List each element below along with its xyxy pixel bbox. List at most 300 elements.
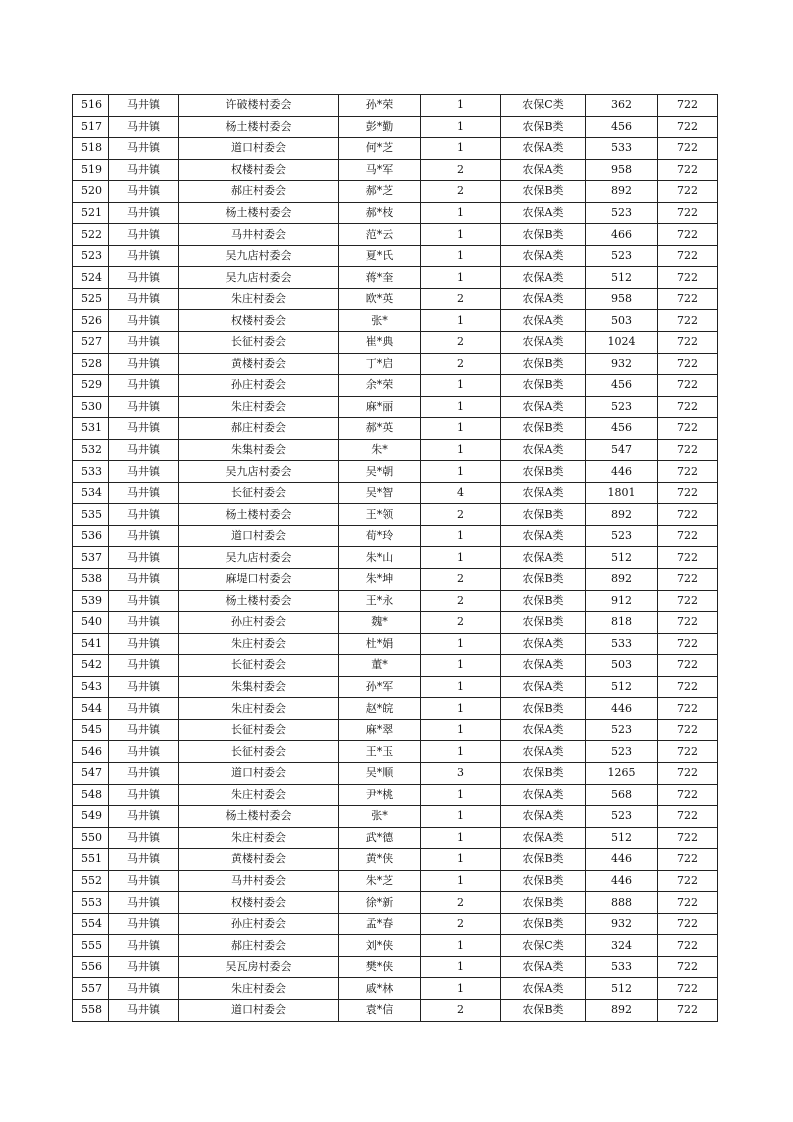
cell-town: 马井镇 (109, 267, 179, 289)
cell-insurance-category: 农保C类 (501, 935, 586, 957)
cell-standard: 722 (658, 698, 718, 720)
cell-row-number: 532 (73, 439, 109, 461)
table-row (73, 224, 718, 246)
cell-name: 崔*典 (339, 332, 421, 354)
table-row (73, 396, 718, 418)
cell-amount: 446 (586, 849, 658, 871)
cell-standard: 722 (658, 784, 718, 806)
cell-row-number: 531 (73, 418, 109, 440)
cell-household-count: 2 (421, 332, 501, 354)
cell-standard: 722 (658, 655, 718, 677)
cell-town: 马井镇 (109, 288, 179, 310)
cell-standard: 722 (658, 504, 718, 526)
cell-town: 马井镇 (109, 116, 179, 138)
cell-standard: 722 (658, 741, 718, 763)
cell-insurance-category: 农保B类 (501, 181, 586, 203)
cell-standard: 722 (658, 116, 718, 138)
cell-town: 马井镇 (109, 913, 179, 935)
cell-name: 马*军 (339, 159, 421, 181)
cell-standard: 722 (658, 633, 718, 655)
cell-amount: 888 (586, 892, 658, 914)
cell-town: 马井镇 (109, 439, 179, 461)
cell-row-number: 556 (73, 956, 109, 978)
cell-town: 马井镇 (109, 633, 179, 655)
cell-village-committee: 孙庄村委会 (179, 612, 339, 634)
cell-amount: 568 (586, 784, 658, 806)
cell-standard: 722 (658, 418, 718, 440)
cell-household-count: 1 (421, 784, 501, 806)
cell-town: 马井镇 (109, 159, 179, 181)
cell-insurance-category: 农保B类 (501, 913, 586, 935)
cell-insurance-category: 农保B类 (501, 504, 586, 526)
table-row (73, 698, 718, 720)
cell-standard: 722 (658, 375, 718, 397)
cell-town: 马井镇 (109, 719, 179, 741)
cell-name: 尹*桃 (339, 784, 421, 806)
cell-insurance-category: 农保B类 (501, 698, 586, 720)
cell-name: 黄*侠 (339, 849, 421, 871)
cell-village-committee: 吴九店村委会 (179, 245, 339, 267)
cell-town: 马井镇 (109, 569, 179, 591)
cell-insurance-category: 农保B类 (501, 116, 586, 138)
cell-town: 马井镇 (109, 762, 179, 784)
cell-row-number: 521 (73, 202, 109, 224)
table-row (73, 719, 718, 741)
cell-standard: 722 (658, 590, 718, 612)
cell-row-number: 539 (73, 590, 109, 612)
cell-standard: 722 (658, 913, 718, 935)
cell-amount: 547 (586, 439, 658, 461)
cell-town: 马井镇 (109, 353, 179, 375)
cell-amount: 362 (586, 95, 658, 117)
table-row (73, 612, 718, 634)
cell-row-number: 550 (73, 827, 109, 849)
cell-town: 马井镇 (109, 245, 179, 267)
cell-name: 朱*芝 (339, 870, 421, 892)
cell-name: 孙*荣 (339, 95, 421, 117)
cell-town: 马井镇 (109, 892, 179, 914)
cell-village-committee: 道口村委会 (179, 138, 339, 160)
cell-standard: 722 (658, 892, 718, 914)
cell-village-committee: 黄楼村委会 (179, 353, 339, 375)
cell-household-count: 1 (421, 396, 501, 418)
cell-row-number: 527 (73, 332, 109, 354)
cell-amount: 523 (586, 719, 658, 741)
cell-insurance-category: 农保A类 (501, 956, 586, 978)
cell-name: 王*永 (339, 590, 421, 612)
cell-standard: 722 (658, 245, 718, 267)
cell-town: 马井镇 (109, 978, 179, 1000)
cell-town: 马井镇 (109, 504, 179, 526)
cell-amount: 523 (586, 741, 658, 763)
cell-row-number: 526 (73, 310, 109, 332)
cell-insurance-category: 农保A类 (501, 633, 586, 655)
table-row (73, 288, 718, 310)
cell-village-committee: 朱集村委会 (179, 439, 339, 461)
cell-household-count: 2 (421, 569, 501, 591)
cell-household-count: 1 (421, 418, 501, 440)
cell-village-committee: 杨土楼村委会 (179, 116, 339, 138)
cell-town: 马井镇 (109, 547, 179, 569)
cell-amount: 958 (586, 159, 658, 181)
cell-household-count: 1 (421, 461, 501, 483)
cell-name: 丁*启 (339, 353, 421, 375)
cell-town: 马井镇 (109, 999, 179, 1021)
cell-row-number: 554 (73, 913, 109, 935)
cell-row-number: 517 (73, 116, 109, 138)
cell-insurance-category: 农保B类 (501, 849, 586, 871)
cell-row-number: 543 (73, 676, 109, 698)
table-row (73, 202, 718, 224)
cell-household-count: 1 (421, 224, 501, 246)
cell-village-committee: 郝庄村委会 (179, 418, 339, 440)
cell-insurance-category: 农保B类 (501, 892, 586, 914)
cell-amount: 533 (586, 956, 658, 978)
cell-household-count: 1 (421, 978, 501, 1000)
cell-standard: 722 (658, 396, 718, 418)
cell-village-committee: 马井村委会 (179, 224, 339, 246)
table-row (73, 310, 718, 332)
cell-village-committee: 许破楼村委会 (179, 95, 339, 117)
cell-village-committee: 权楼村委会 (179, 892, 339, 914)
table-row (73, 95, 718, 117)
cell-household-count: 1 (421, 719, 501, 741)
cell-village-committee: 郝庄村委会 (179, 935, 339, 957)
cell-standard: 722 (658, 332, 718, 354)
cell-row-number: 519 (73, 159, 109, 181)
cell-name: 欧*英 (339, 288, 421, 310)
table-row (73, 741, 718, 763)
cell-name: 朱*坤 (339, 569, 421, 591)
table-row (73, 676, 718, 698)
cell-household-count: 2 (421, 353, 501, 375)
cell-row-number: 523 (73, 245, 109, 267)
cell-town: 马井镇 (109, 375, 179, 397)
table-row (73, 784, 718, 806)
cell-village-committee: 道口村委会 (179, 999, 339, 1021)
cell-town: 马井镇 (109, 202, 179, 224)
cell-standard: 722 (658, 353, 718, 375)
cell-amount: 523 (586, 245, 658, 267)
cell-village-committee: 杨土楼村委会 (179, 590, 339, 612)
cell-amount: 818 (586, 612, 658, 634)
cell-name: 杜*娟 (339, 633, 421, 655)
cell-name: 王*领 (339, 504, 421, 526)
cell-standard: 722 (658, 999, 718, 1021)
cell-household-count: 1 (421, 956, 501, 978)
cell-row-number: 536 (73, 525, 109, 547)
cell-name: 麻*丽 (339, 396, 421, 418)
cell-name: 魏* (339, 612, 421, 634)
cell-amount: 932 (586, 353, 658, 375)
cell-name: 夏*氏 (339, 245, 421, 267)
cell-insurance-category: 农保A类 (501, 676, 586, 698)
cell-town: 马井镇 (109, 138, 179, 160)
cell-amount: 958 (586, 288, 658, 310)
cell-insurance-category: 农保A类 (501, 288, 586, 310)
cell-name: 何*芝 (339, 138, 421, 160)
cell-standard: 722 (658, 676, 718, 698)
cell-town: 马井镇 (109, 181, 179, 203)
table-row (73, 332, 718, 354)
cell-household-count: 1 (421, 547, 501, 569)
cell-household-count: 1 (421, 116, 501, 138)
cell-row-number: 537 (73, 547, 109, 569)
cell-amount: 512 (586, 827, 658, 849)
cell-row-number: 557 (73, 978, 109, 1000)
cell-insurance-category: 农保B类 (501, 870, 586, 892)
cell-household-count: 1 (421, 698, 501, 720)
cell-village-committee: 吴九店村委会 (179, 267, 339, 289)
cell-row-number: 524 (73, 267, 109, 289)
table-row (73, 504, 718, 526)
cell-village-committee: 马井村委会 (179, 870, 339, 892)
cell-insurance-category: 农保B类 (501, 612, 586, 634)
cell-insurance-category: 农保A类 (501, 784, 586, 806)
cell-village-committee: 朱庄村委会 (179, 396, 339, 418)
cell-amount: 456 (586, 418, 658, 440)
cell-town: 马井镇 (109, 698, 179, 720)
table-row (73, 913, 718, 935)
cell-household-count: 1 (421, 95, 501, 117)
cell-village-committee: 长征村委会 (179, 741, 339, 763)
cell-village-committee: 黄楼村委会 (179, 849, 339, 871)
cell-standard: 722 (658, 935, 718, 957)
cell-amount: 446 (586, 461, 658, 483)
cell-insurance-category: 农保A类 (501, 332, 586, 354)
cell-village-committee: 杨土楼村委会 (179, 202, 339, 224)
cell-name: 蒋*奎 (339, 267, 421, 289)
cell-village-committee: 权楼村委会 (179, 159, 339, 181)
cell-town: 马井镇 (109, 870, 179, 892)
cell-name: 朱* (339, 439, 421, 461)
cell-name: 袁*信 (339, 999, 421, 1021)
cell-row-number: 535 (73, 504, 109, 526)
cell-amount: 892 (586, 569, 658, 591)
cell-name: 董* (339, 655, 421, 677)
cell-standard: 722 (658, 762, 718, 784)
cell-village-committee: 长征村委会 (179, 482, 339, 504)
cell-village-committee: 孙庄村委会 (179, 375, 339, 397)
cell-standard: 722 (658, 978, 718, 1000)
cell-insurance-category: 农保B类 (501, 224, 586, 246)
cell-insurance-category: 农保A类 (501, 719, 586, 741)
cell-village-committee: 朱庄村委会 (179, 978, 339, 1000)
cell-insurance-category: 农保B类 (501, 418, 586, 440)
table-row (73, 181, 718, 203)
table-row (73, 267, 718, 289)
cell-standard: 722 (658, 849, 718, 871)
cell-town: 马井镇 (109, 935, 179, 957)
cell-town: 马井镇 (109, 676, 179, 698)
cell-household-count: 1 (421, 138, 501, 160)
cell-standard: 722 (658, 806, 718, 828)
cell-town: 马井镇 (109, 224, 179, 246)
cell-standard: 722 (658, 267, 718, 289)
cell-row-number: 546 (73, 741, 109, 763)
cell-household-count: 1 (421, 741, 501, 763)
table-row (73, 999, 718, 1021)
cell-amount: 512 (586, 978, 658, 1000)
cell-row-number: 538 (73, 569, 109, 591)
cell-village-committee: 朱庄村委会 (179, 288, 339, 310)
cell-row-number: 541 (73, 633, 109, 655)
cell-amount: 932 (586, 913, 658, 935)
cell-household-count: 1 (421, 827, 501, 849)
cell-name: 余*荣 (339, 375, 421, 397)
cell-household-count: 1 (421, 870, 501, 892)
cell-name: 郝*芝 (339, 181, 421, 203)
cell-row-number: 542 (73, 655, 109, 677)
cell-household-count: 2 (421, 892, 501, 914)
cell-village-committee: 长征村委会 (179, 332, 339, 354)
cell-insurance-category: 农保B类 (501, 375, 586, 397)
cell-household-count: 3 (421, 762, 501, 784)
cell-name: 郝*英 (339, 418, 421, 440)
cell-amount: 1265 (586, 762, 658, 784)
cell-insurance-category: 农保A类 (501, 138, 586, 160)
cell-insurance-category: 农保A类 (501, 267, 586, 289)
cell-village-committee: 麻堤口村委会 (179, 569, 339, 591)
cell-amount: 1801 (586, 482, 658, 504)
cell-amount: 324 (586, 935, 658, 957)
cell-insurance-category: 农保A类 (501, 159, 586, 181)
cell-insurance-category: 农保A类 (501, 806, 586, 828)
table-row (73, 482, 718, 504)
cell-amount: 456 (586, 116, 658, 138)
cell-household-count: 2 (421, 590, 501, 612)
table-row (73, 138, 718, 160)
table-row (73, 375, 718, 397)
cell-village-committee: 道口村委会 (179, 762, 339, 784)
cell-village-committee: 朱庄村委会 (179, 633, 339, 655)
cell-insurance-category: 农保B类 (501, 569, 586, 591)
cell-amount: 892 (586, 181, 658, 203)
cell-village-committee: 孙庄村委会 (179, 913, 339, 935)
cell-standard: 722 (658, 482, 718, 504)
cell-standard: 722 (658, 569, 718, 591)
cell-town: 马井镇 (109, 461, 179, 483)
cell-row-number: 551 (73, 849, 109, 871)
cell-insurance-category: 农保B类 (501, 762, 586, 784)
table-row (73, 655, 718, 677)
cell-household-count: 2 (421, 288, 501, 310)
cell-town: 马井镇 (109, 332, 179, 354)
cell-row-number: 533 (73, 461, 109, 483)
cell-name: 刘*侠 (339, 935, 421, 957)
cell-amount: 533 (586, 633, 658, 655)
cell-insurance-category: 农保B类 (501, 999, 586, 1021)
cell-name: 武*德 (339, 827, 421, 849)
cell-insurance-category: 农保A类 (501, 525, 586, 547)
cell-name: 彭*勤 (339, 116, 421, 138)
cell-town: 马井镇 (109, 741, 179, 763)
table-row (73, 590, 718, 612)
cell-insurance-category: 农保A类 (501, 245, 586, 267)
cell-amount: 512 (586, 267, 658, 289)
cell-standard: 722 (658, 439, 718, 461)
table-row (73, 461, 718, 483)
cell-standard: 722 (658, 956, 718, 978)
cell-town: 马井镇 (109, 418, 179, 440)
cell-village-committee: 吴九店村委会 (179, 461, 339, 483)
cell-town: 马井镇 (109, 784, 179, 806)
cell-household-count: 1 (421, 202, 501, 224)
cell-amount: 892 (586, 504, 658, 526)
cell-household-count: 4 (421, 482, 501, 504)
cell-insurance-category: 农保A类 (501, 396, 586, 418)
table-body (73, 95, 718, 1022)
cell-village-committee: 吴九店村委会 (179, 547, 339, 569)
cell-standard: 722 (658, 181, 718, 203)
cell-village-committee: 长征村委会 (179, 655, 339, 677)
cell-amount: 523 (586, 806, 658, 828)
cell-name: 吴*智 (339, 482, 421, 504)
table-row (73, 892, 718, 914)
cell-insurance-category: 农保A类 (501, 741, 586, 763)
cell-village-committee: 朱庄村委会 (179, 827, 339, 849)
cell-name: 徐*新 (339, 892, 421, 914)
cell-amount: 892 (586, 999, 658, 1021)
cell-row-number: 520 (73, 181, 109, 203)
cell-name: 张* (339, 310, 421, 332)
cell-village-committee: 郝庄村委会 (179, 181, 339, 203)
table-row (73, 935, 718, 957)
cell-name: 赵*皖 (339, 698, 421, 720)
cell-household-count: 2 (421, 913, 501, 935)
cell-standard: 722 (658, 224, 718, 246)
cell-household-count: 1 (421, 439, 501, 461)
cell-insurance-category: 农保B类 (501, 590, 586, 612)
cell-amount: 523 (586, 396, 658, 418)
cell-standard: 722 (658, 95, 718, 117)
cell-standard: 722 (658, 870, 718, 892)
cell-town: 马井镇 (109, 612, 179, 634)
cell-household-count: 1 (421, 676, 501, 698)
cell-name: 朱*山 (339, 547, 421, 569)
cell-insurance-category: 农保A类 (501, 978, 586, 1000)
cell-amount: 912 (586, 590, 658, 612)
cell-insurance-category: 农保A类 (501, 547, 586, 569)
cell-household-count: 2 (421, 999, 501, 1021)
cell-household-count: 1 (421, 935, 501, 957)
cell-standard: 722 (658, 310, 718, 332)
cell-village-committee: 杨土楼村委会 (179, 806, 339, 828)
cell-town: 马井镇 (109, 849, 179, 871)
cell-amount: 512 (586, 676, 658, 698)
cell-row-number: 518 (73, 138, 109, 160)
table-row (73, 762, 718, 784)
table-row (73, 827, 718, 849)
cell-standard: 722 (658, 461, 718, 483)
cell-village-committee: 朱集村委会 (179, 676, 339, 698)
cell-insurance-category: 农保A类 (501, 310, 586, 332)
cell-name: 孟*春 (339, 913, 421, 935)
cell-amount: 456 (586, 375, 658, 397)
cell-village-committee: 长征村委会 (179, 719, 339, 741)
cell-name: 吴*朝 (339, 461, 421, 483)
cell-household-count: 2 (421, 159, 501, 181)
cell-household-count: 2 (421, 612, 501, 634)
cell-village-committee: 道口村委会 (179, 525, 339, 547)
cell-row-number: 516 (73, 95, 109, 117)
table-row (73, 116, 718, 138)
table-row (73, 569, 718, 591)
cell-standard: 722 (658, 138, 718, 160)
table-row (73, 633, 718, 655)
cell-amount: 503 (586, 310, 658, 332)
cell-town: 马井镇 (109, 310, 179, 332)
